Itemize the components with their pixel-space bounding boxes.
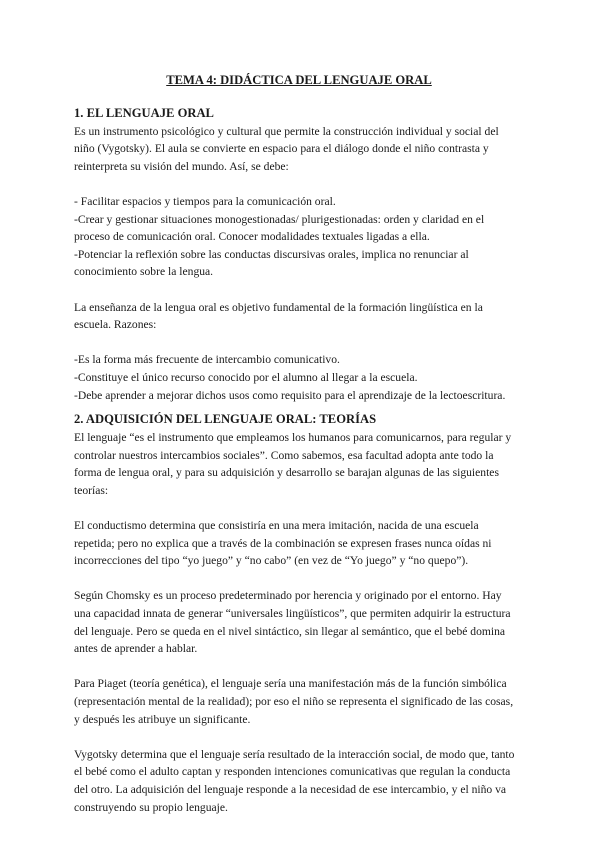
list-item: -Crear y gestionar situaciones monogestionadas/ plurigestionadas: orden y claridad en el proceso de comunicación oral. Conocer modalidades textuales ligadas a ella. — [74, 212, 485, 244]
list-item: -Constituye el único recurso conocido por el alumno al llegar a la escuela. — [74, 370, 418, 384]
section-intro: El lenguaje “es el instrumento que empleamos los humanos para comunicarnos, para regular y controlar nuestros intercambios sociales”. Como sabemos, esa facultad adopta ante todo la forma de lengua oral, y para su adquisición y desarrollo se barajan algunas de las siguientes teorías: — [74, 431, 512, 497]
section-heading: 1. EL LENGUAJE ORAL — [74, 105, 214, 120]
list-item: - Facilitar espacios y tiempos para la comunicación oral. — [74, 194, 336, 208]
section-intro: Es un instrumento psicológico y cultural que permite la construcción individual y social del niño (Vygotsky). El aula se convierte en espacio para el diálogo donde el niño contrasta y reinterpreta su visión del mundo. Así, se debe: — [74, 124, 499, 173]
theory-paragraph: El conductismo determina que consistiría en una mera imitación, nacida de una escuela repetida; pero no explica que a través de la combinación se expresen frases nunca oídas ni incorrecciones del tipo “yo juego” y “no cabo” (en vez de “Yo juego” y “no quepo”). — [74, 519, 492, 568]
theory-paragraph: Vygotsky determina que el lenguaje sería resultado de la interacción social, de modo que, tanto el bebé como el adulto captan y responden intenciones comunicativas que regulan la conducta del otro. La adquisición del lenguaje responde a la necesidad de ese intercambio, y el niño va construyendo su propio lenguaje. — [74, 747, 515, 814]
section-heading: 2. ADQUISICIÓN DEL LENGUAJE ORAL: TEORÍAS — [74, 412, 377, 427]
list-item: -Es la forma más frecuente de intercambio comunicativo. — [74, 353, 340, 367]
list-item: -Potenciar la reflexión sobre las conductas discursivas orales, implica no renunciar al conocimiento sobre la lengua. — [74, 247, 469, 279]
theory-paragraph: Según Chomsky es un proceso predeterminado por herencia y originado por el entorno. Hay una capacidad innata de generar “universales lingüísticos”, que permiten adquirir la estructura del lenguaje. Pero se queda en el nivel sintáctico, sin llegar al semántico, que el bebé domina antes de aprender a hablar. — [74, 589, 511, 656]
list-item: -Debe aprender a mejorar dichos usos como requisito para el aprendizaje de la lectoescritura. — [74, 388, 506, 402]
paragraph: La enseñanza de la lengua oral es objetivo fundamental de la formación lingüística en la escuela. Razones: — [74, 300, 483, 332]
document-title: TEMA 4: DIDÁCTICA DEL LENGUAJE ORAL — [166, 73, 432, 87]
theory-paragraph: Para Piaget (teoría genética), el lenguaje sería una manifestación más de la función simbólica (representación mental de la realidad); por eso el niño se representa el significado de las cosas, y después les atribuye un significante. — [74, 677, 514, 726]
